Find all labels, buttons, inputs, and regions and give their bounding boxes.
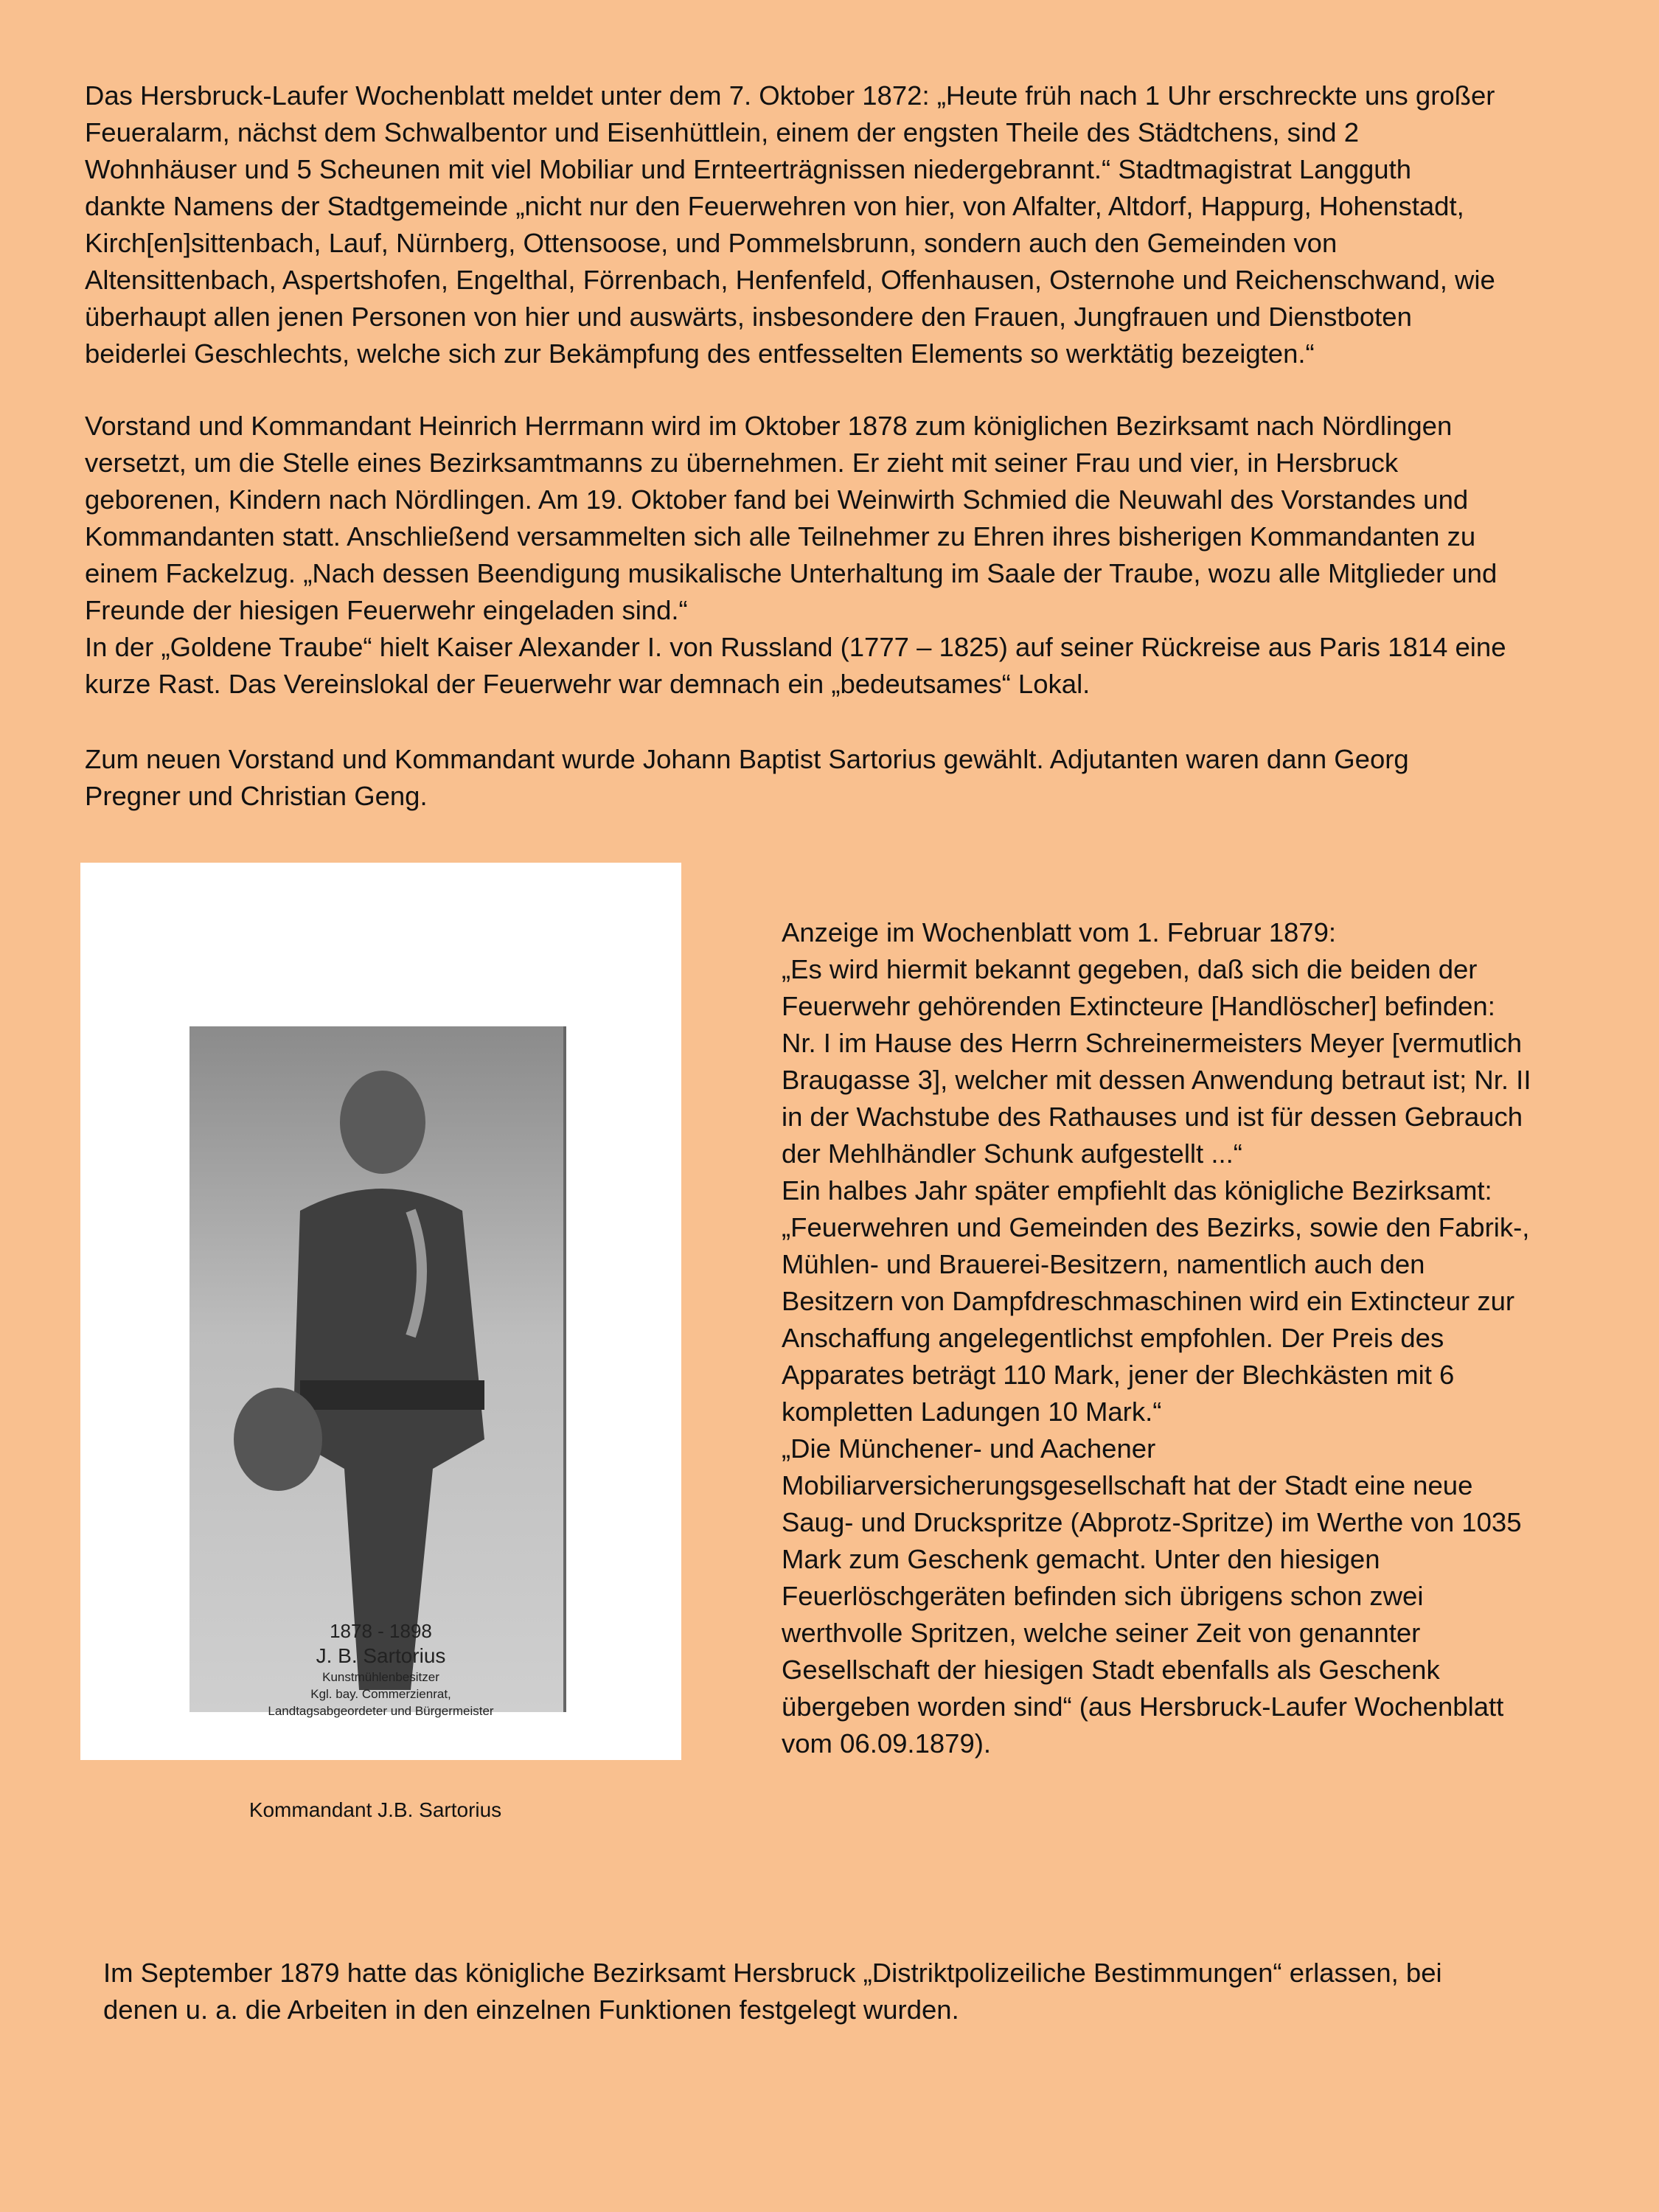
portrait-card [80,863,681,1760]
paragraph-new-commander: Zum neuen Vorstand und Kommandant wurde Johann Baptist Sartorius gewählt. Adjutanten waren dann Georg Pregner und Christian Geng. [85,744,1409,811]
paragraph-advertisement-1879: Anzeige im Wochenblatt vom 1. Februar 1879: „Es wird hiermit bekannt gegeben, daß sich die beiden der Feuerwehr gehörenden Extincteure [Handlöscher] befinden: Nr. I im Hause des Herrn Schreinermeisters Meyer [vermutlich Braugasse 3], welcher mit dessen Anwendung betraut ist; Nr. II in der Wachstube des Rathauses und ist für dessen Gebrauch der Mehlhändler Schunk aufgestellt ...“ Ein halbes Jahr später empfiehlt das königliche Bezirksamt: „Feuerwehren und Gemeinden des Bezirks, sowie den Fabrik-, Mühlen- und Brauerei-Besitzern, namentlich auch den Besitzern von Dampfdreschmaschinen wird ein Extincteur zur Anschaffung angelegentlichst empfohlen. Der Preis des Apparates beträgt 110 Mark, jener der Blechkästen mit 6 kompletten Ladungen 10 Mark.“ „Die Münchener- und Aachener Mobiliarversicherungsgesellschaft hat der Stadt eine neue Saug- und Druckspritze (Abprotz-Spritze) im Werthe von 1035 Mark zum Geschenk gemacht. Unter den hiesigen Feuerlöschgeräten befinden sich übrigens schon zwei werthvolle Spritzen, welche seiner Zeit von genannter Gesellschaft der hiesigen Stadt ebenfalls als Geschenk übergeben worden sind“ (aus Hersbruck-Laufer Wochenblatt vom 06.09.1879). [782,917,1531,1759]
figure-caption: Kommandant J.B. Sartorius [248,1798,502,1821]
portrait-name: J. B. Sartorius [316,1644,446,1667]
portrait-title-1: Kunstmühlenbesitzer [322,1670,439,1684]
portrait-title-3: Landtagsabgeordeter und Bürgermeister [268,1704,494,1718]
portrait-caption [80,1618,681,1719]
portrait-figure-icon [189,1026,563,1712]
paragraph-herrmann-transfer: Vorstand und Kommandant Heinrich Herrmann wird im Oktober 1878 zum königlichen Bezirksamt nach Nördlingen versetzt, um die Stelle eines Bezirksamtmanns zu übernehmen. Er zieht mit seiner Frau und vier, in Hersbruck geborenen, Kindern nach Nördlingen. Am 19. Oktober fand bei Weinwirth Schmied die Neuwahl des Vorstandes und Kommandanten statt. Anschließend versammelten sich alle Teilnehmer zu Ehren ihres bisherigen Kommandanten zu einem Fackelzug. „Nach dessen Beendigung musikalische Unterhaltung im Saale der Traube, wozu alle Mitglieder und Freunde der hiesigen Feuerwehr eingeladen sind.“ In der „Goldene Traube“ hielt Kaiser Alexander I. von Russland (1777 – 1825) auf seiner Rückreise aus Paris 1814 eine kurze Rast. Das Vereinslokal der Feuerwehr war demnach ein „bedeutsames“ Lokal. [85,411,1506,699]
portrait-years: 1878 - 1898 [330,1620,432,1642]
paragraph-fire-1872: Das Hersbruck-Laufer Wochenblatt meldet unter dem 7. Oktober 1872: „Heute früh nach 1 Uhr erschreckte uns großer Feueralarm, nächst dem Schwalbentor und Eisenhüttlein, einem der engsten Theile des Städtchens, sind 2 Wohnhäuser und 5 Scheunen mit viel Mobiliar und Ernteerträgnissen niedergebrannt.“ Stadtmagistrat Langguth dankte Namens der Stadtgemeinde „nicht nur den Feuerwehren von hier, von Alfalter, Altdorf, Happurg, Hohenstadt, Kirch[en]sittenbach, Lauf, Nürnberg, Ottensoose, und Pommelsbrunn, sondern auch den Gemeinden von Altensittenbach, Aspertshofen, Engelthal, Förrenbach, Henfenfeld, Offenhausen, Osternohe und Reichenschwand, wie überhaupt allen jenen Personen von hier und auswärts, insbesondere den Frauen, Jungfrauen und Dienstboten beiderlei Geschlechts, welche sich zur Bekämpfung des entfesselten Elements so werktätig bezeigten.“ [85,80,1495,369]
portrait-photo [189,1026,566,1712]
portrait-title-2: Kgl. bay. Commerzienrat, [310,1687,451,1701]
paragraph-district-regulations: Im September 1879 hatte das königliche Bezirksamt Hersbruck „Distriktpolizeiliche Bestimmungen“ erlassen, bei denen u. a. die Arbeiten in den einzelnen Funktionen festgelegt wurden. [103,1958,1442,2025]
